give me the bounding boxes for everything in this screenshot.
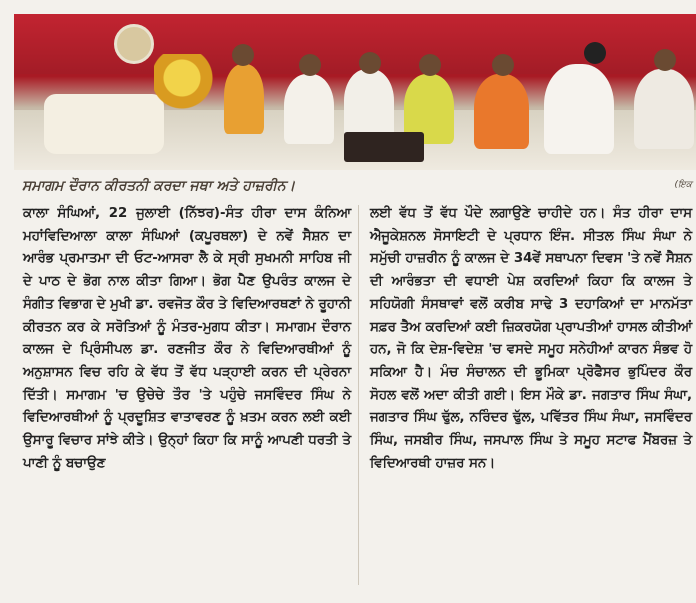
photo-head — [492, 54, 514, 76]
column-divider — [358, 205, 359, 585]
photo-person — [544, 64, 614, 154]
article-text-right: ਲਈ ਵੱਧ ਤੋਂ ਵੱਧ ਪੌਦੇ ਲਗਾਉਣੇ ਚਾਹੀਦੇ ਹਨ। ਸੰਤ ਹੀਰਾ ਦਾਸ ਐਜੂਕੇਸ਼ਨਲ ਸੋਸਾਇਟੀ ਦੇ ਪ੍ਰਧਾਨ ਇੰਜ. ਸੀਤਲ ਸਿੰਘ ਸੰਘਾ ਨੇ ਸਮੁੱਚੀ ਹਾਜ਼ਰੀਨ ਨੂੰ ਕਾਲਜ ਦੇ 34ਵੇਂ ਸਥਾਪਨਾ ਦਿਵਸ 'ਤੇ ਨਵੇਂ ਸੈਸ਼ਨ ਦੀ ਆਰੰਭਤਾ ਦੀ ਵਧਾਈ ਪੇਸ਼ ਕਰਦਿਆਂ ਕਿਹਾ ਕਿ ਕਾਲਜ ਤੇ ਸਹਿਯੋਗੀ ਸੰਸਥਾਵਾਂ ਵਲੋਂ ਕਰੀਬ ਸਾਢੇ 3 ਦਹਾਕਿਆਂ ਦਾ ਮਾਨਮੱਤਾ ਸਫ਼ਰ ਤੈਅ ਕਰਦਿਆਂ ਕਈ ਜ਼ਿਕਰਯੋਗ ਪ੍ਰਾਪਤੀਆਂ ਹਾਸਲ ਕੀਤੀਆਂ ਹਨ, ਜੋ ਕਿ ਦੇਸ਼-ਵਿਦੇਸ਼ 'ਚ ਵਸਦੇ ਸਮੂਹ ਸਨੇਹੀਆਂ ਕਾਰਨ ਸੰਭਵ ਹੋ ਸਕਿਆ ਹੈ। ਮੰਚ ਸੰਚਾਲਨ ਦੀ ਭੂਮਿਕਾ ਪ੍ਰੋਫੈਸਰ ਭੁਪਿੰਦਰ ਕੌਰ ਸੋਹਲ ਵਲੋਂ ਅਦਾ ਕੀਤੀ ਗਈ। ਇਸ ਮੌਕੇ ਡਾ. ਜਗਤਾਰ ਸਿੰਘ ਸੰਘਾ, ਜਗਤਾਰ ਸਿੰਘ ਢੁੱਲ, ਨਰਿੰਦਰ ਢੁੱਲ, ਪਵਿੱਤਰ ਸਿੰਘ ਸੰਘਾ, ਜਸਵਿੰਦਰ ਸਿੰਘ, ਜਸਬੀਰ ਸਿੰਘ, ਜਸਪਾਲ ਸਿੰਘ ਤੇ ਸਮੂਹ ਸਟਾਫ ਮੈਂਬਰਜ਼ ਤੇ ਵਿਦਿਆਰਥੀ ਹਾਜ਼ਰ ਸਨ। — [370, 206, 692, 471]
photo-person — [284, 74, 334, 144]
article-text-left: ਕਾਲਾ ਸੰਘਿਆਂ, 22 ਜੁਲਾਈ (ਨਿੱਝਰ)-ਸੰਤ ਹੀਰਾ ਦਾਸ ਕੰਨਿਆ ਮਹਾਂਵਿਦਿਆਲਾ ਕਾਲਾ ਸੰਘਿਆਂ (ਕਪੂਰਥਲਾ) ਦੇ ਨਵੇਂ ਸੈਸ਼ਨ ਦਾ ਆਰੰਭ ਪ੍ਰਮਾਤਮਾ ਦੀ ਓਟ-ਆਸਰਾ ਲੈ ਕੇ ਸ੍ਰੀ ਸੁਖਮਨੀ ਸਾਹਿਬ ਜੀ ਦੇ ਪਾਠ ਦੇ ਭੋਗ ਨਾਲ ਕੀਤਾ ਗਿਆ। ਭੋਗ ਪੈਣ ਉਪਰੰਤ ਕਾਲਜ ਦੇ ਸੰਗੀਤ ਵਿਭਾਗ ਦੇ ਮੁਖੀ ਡਾ. ਰਵਜੋਤ ਕੌਰ ਤੇ ਵਿਦਿਆਰਥਣਾਂ ਨੇ ਰੂਹਾਨੀ ਕੀਰਤਨ ਕਰ ਕੇ ਸਰੋਤਿਆਂ ਨੂੰ ਮੰਤਰ-ਮੁਗਧ ਕੀਤਾ। ਸਮਾਗਮ ਦੌਰਾਨ ਕਾਲਜ ਦੇ ਪ੍ਰਿੰਸੀਪਲ ਡਾ. ਰਣਜੀਤ ਕੌਰ ਨੇ ਵਿਦਿਆਰਥੀਆਂ ਨੂੰ ਅਨੁਸ਼ਾਸਨ ਵਿਚ ਰਹਿ ਕੇ ਵੱਧ ਤੋਂ ਵੱਧ ਪੜ੍ਹਾਈ ਕਰਨ ਦੀ ਪ੍ਰੇਰਨਾ ਦਿੱਤੀ। ਸਮਾਗਮ 'ਚ ਉਚੇਚੇ ਤੌਰ 'ਤੇ ਪਹੁੰਚੇ ਜਸਵਿੰਦਰ ਸਿੰਘ ਨੇ ਵਿਦਿਆਰਥੀਆਂ ਨੂੰ ਪ੍ਰਦੂਸ਼ਿਤ ਵਾਤਾਵਰਣ ਨੂੰ ਖ਼ਤਮ ਕਰਨ ਲਈ ਕਈ ਉਸਾਰੂ ਵਿਚਾਰ ਸਾਂਝੇ ਕੀਤੇ। ਉਨ੍ਹਾਂ ਕਿਹਾ ਕਿ ਸਾਨੂੰ ਆਪਣੀ ਧਰਤੀ ਤੇ ਪਾਣੀ ਨੂੰ ਬਚਾਉਣ — [23, 206, 351, 471]
photo-flowers — [154, 54, 224, 114]
photo-fan — [114, 24, 154, 64]
photo-person — [474, 74, 529, 149]
photo-harmonium — [344, 132, 424, 162]
photo-person — [634, 69, 694, 149]
photo-person — [344, 69, 394, 139]
photo-caption: ਸਮਾਗਮ ਦੌਰਾਨ ਕੀਰਤਨੀ ਕਰਦਾ ਜਥਾ ਅਤੇ ਹਾਜ਼ਰੀਨ। — [22, 178, 296, 194]
news-photo — [14, 14, 696, 170]
photo-credit: (ਇਕ — [674, 180, 692, 190]
photo-head — [232, 44, 254, 66]
article-column-left — [23, 203, 351, 595]
article-column-right — [370, 203, 692, 595]
photo-head — [359, 52, 381, 74]
photo-head — [299, 54, 321, 76]
photo-cloth — [44, 94, 164, 154]
photo-head — [419, 54, 441, 76]
photo-head — [654, 49, 676, 71]
photo-head — [584, 42, 606, 64]
photo-person — [224, 64, 264, 134]
